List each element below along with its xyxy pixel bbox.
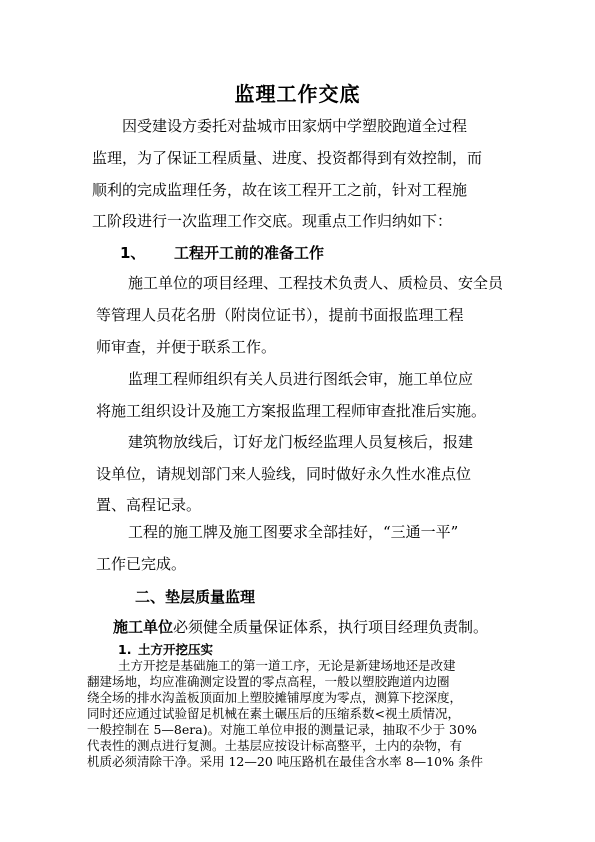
sub1-line-7: 机质必须清除干净。采用 12—20 吨压路机在最佳含水率 8—10% 条件 <box>87 754 483 769</box>
intro-line-2: 监理，为了保证工程质量、进度、投资都得到有效控制，而 <box>92 149 483 167</box>
section2-lead-bold: 施工单位 <box>113 618 174 636</box>
s1-para3-line-3: 置、高程记录。 <box>96 496 202 514</box>
sub1-line-2: 翻建场地，均应准确测定设置的零点高程，一般以塑胶跑道内边圈 <box>87 674 450 689</box>
s1-para1-line-2: 等管理人员花名册（附岗位证书），提前书面报监理工程 <box>96 306 464 324</box>
s1-para1-line-3: 师审查，并便于联系工作。 <box>96 338 277 356</box>
s1-para2-line-1: 监理工程师组织有关人员进行图纸会审，施工单位应 <box>128 370 474 388</box>
s1-para3-line-2: 设单位，请规划部门来人验线，同时做好永久性水准点位 <box>96 465 472 483</box>
sub1-line-1: 土方开挖是基础施工的第一道工序，无论是新建场地还是改建 <box>118 658 456 673</box>
sub1-title: 土方开挖压实 <box>138 642 214 657</box>
s1-para1-line-1: 施工单位的项目经理、工程技术负责人、质检员、安全员 <box>128 274 504 292</box>
intro-line-1: 因受建设方委托对盐城市田家炳中学塑胶跑道全过程 <box>122 117 468 135</box>
sub1-line-5: 一般控制在 5—8era)。对施工单位申报的测量记录，抽取不少于 30% <box>87 722 477 737</box>
sub1-number: 1. <box>118 642 132 657</box>
section2-lead <box>113 617 488 637</box>
section1-number: 1、 <box>120 244 146 262</box>
section2-title: 二、垫层质量监理 <box>135 588 256 606</box>
sub1-line-3: 绕全场的排水沟盖板顶面加上塑胶摊铺厚度为零点，测算下挖深度， <box>87 690 463 705</box>
s1-para4-line-1: 工程的施工牌及施工图要求全部挂好，“三通一平” <box>128 523 459 541</box>
s1-para3-line-1: 建筑物放线后，订好龙门板经监理人员复核后，报建 <box>128 433 474 451</box>
section1-title: 工程开工前的准备工作 <box>174 244 325 262</box>
s1-para4-line-2: 工作已完成。 <box>96 555 187 573</box>
section2-lead-rest: 必须健全质量保证体系，执行项目经理负责制。 <box>173 618 489 636</box>
intro-line-4: 工阶段进行一次监理工作交底。现重点工作归纳如下： <box>92 212 453 230</box>
sub1-line-6: 代表性的测点进行复测。土基层应按设计标高整平，土内的杂物，有 <box>87 738 463 753</box>
intro-line-3: 顺利的完成监理任务，故在该工程开工之前，针对工程施 <box>92 181 468 199</box>
sub1-line-4: 同时还应通过试验留足机械在素土碾压后的压缩系数<视土质情况， <box>87 706 460 721</box>
document-title: 监理工作交底 <box>234 82 361 106</box>
s1-para2-line-2: 将施工组织设计及施工方案报监理工程师审查批准后实施。 <box>96 402 487 420</box>
